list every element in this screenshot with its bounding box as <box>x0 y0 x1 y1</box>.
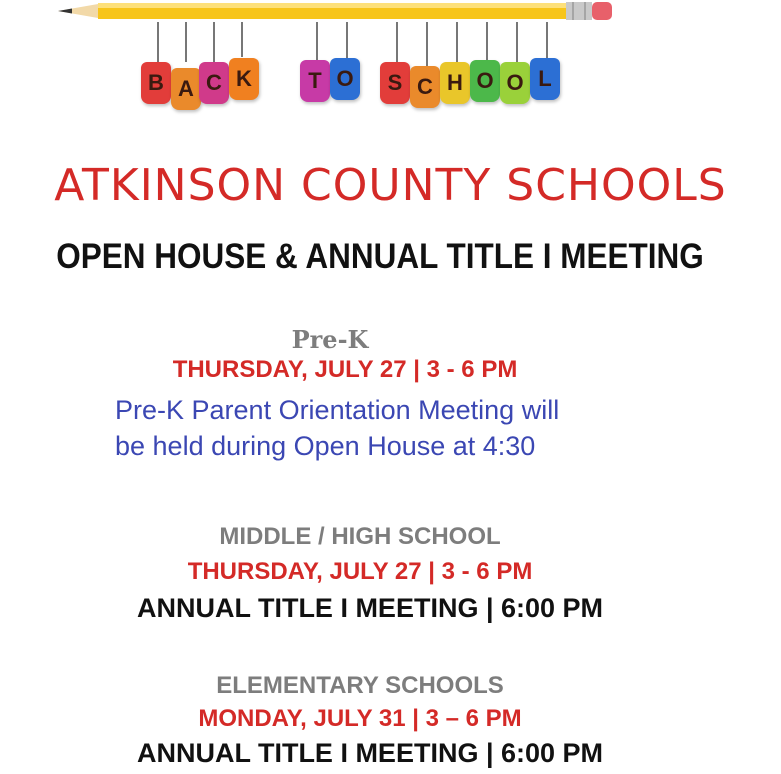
prek-note-line2: be held during Open House at 4:30 <box>115 431 536 461</box>
tag-letter: C <box>199 62 229 104</box>
back-tags <box>135 22 265 122</box>
elementary-title: ELEMENTARY SCHOOLS <box>216 672 504 699</box>
elementary-meeting: ANNUAL TITLE I MEETING | 6:00 PM <box>136 738 604 768</box>
middle-high-meeting: ANNUAL TITLE I MEETING | 6:00 PM <box>136 593 604 623</box>
tag-letter: A <box>171 68 201 110</box>
page-subtitle: OPEN HOUSE & ANNUAL TITLE I MEETING <box>56 237 704 276</box>
tag-letter: T <box>300 60 330 102</box>
tag-letter: H <box>440 62 470 104</box>
tag-letter: O <box>330 58 360 100</box>
tag-letter: B <box>141 62 171 104</box>
prek-note-line1: Pre-K Parent Orientation Meeting will <box>115 395 560 425</box>
middle-high-title: MIDDLE / HIGH SCHOOL <box>219 523 501 550</box>
tag-letter: O <box>500 62 530 104</box>
county-title: ATKINSON COUNTY SCHOOLS <box>54 160 727 211</box>
prek-title: Pre-K <box>291 325 369 354</box>
tag-letter: C <box>410 66 440 108</box>
tag-letter: S <box>380 62 410 104</box>
elementary-date: MONDAY, JULY 31 | 3 – 6 PM <box>198 705 522 732</box>
pencil-illustration <box>58 0 618 22</box>
tag-letter: L <box>530 58 560 100</box>
tag-letter: K <box>229 58 259 100</box>
middle-high-date: THURSDAY, JULY 27 | 3 - 6 PM <box>187 558 533 585</box>
prek-date: THURSDAY, JULY 27 | 3 - 6 PM <box>172 356 518 383</box>
school-tags <box>378 22 578 122</box>
to-tags <box>298 22 368 122</box>
tag-letter: O <box>470 60 500 102</box>
